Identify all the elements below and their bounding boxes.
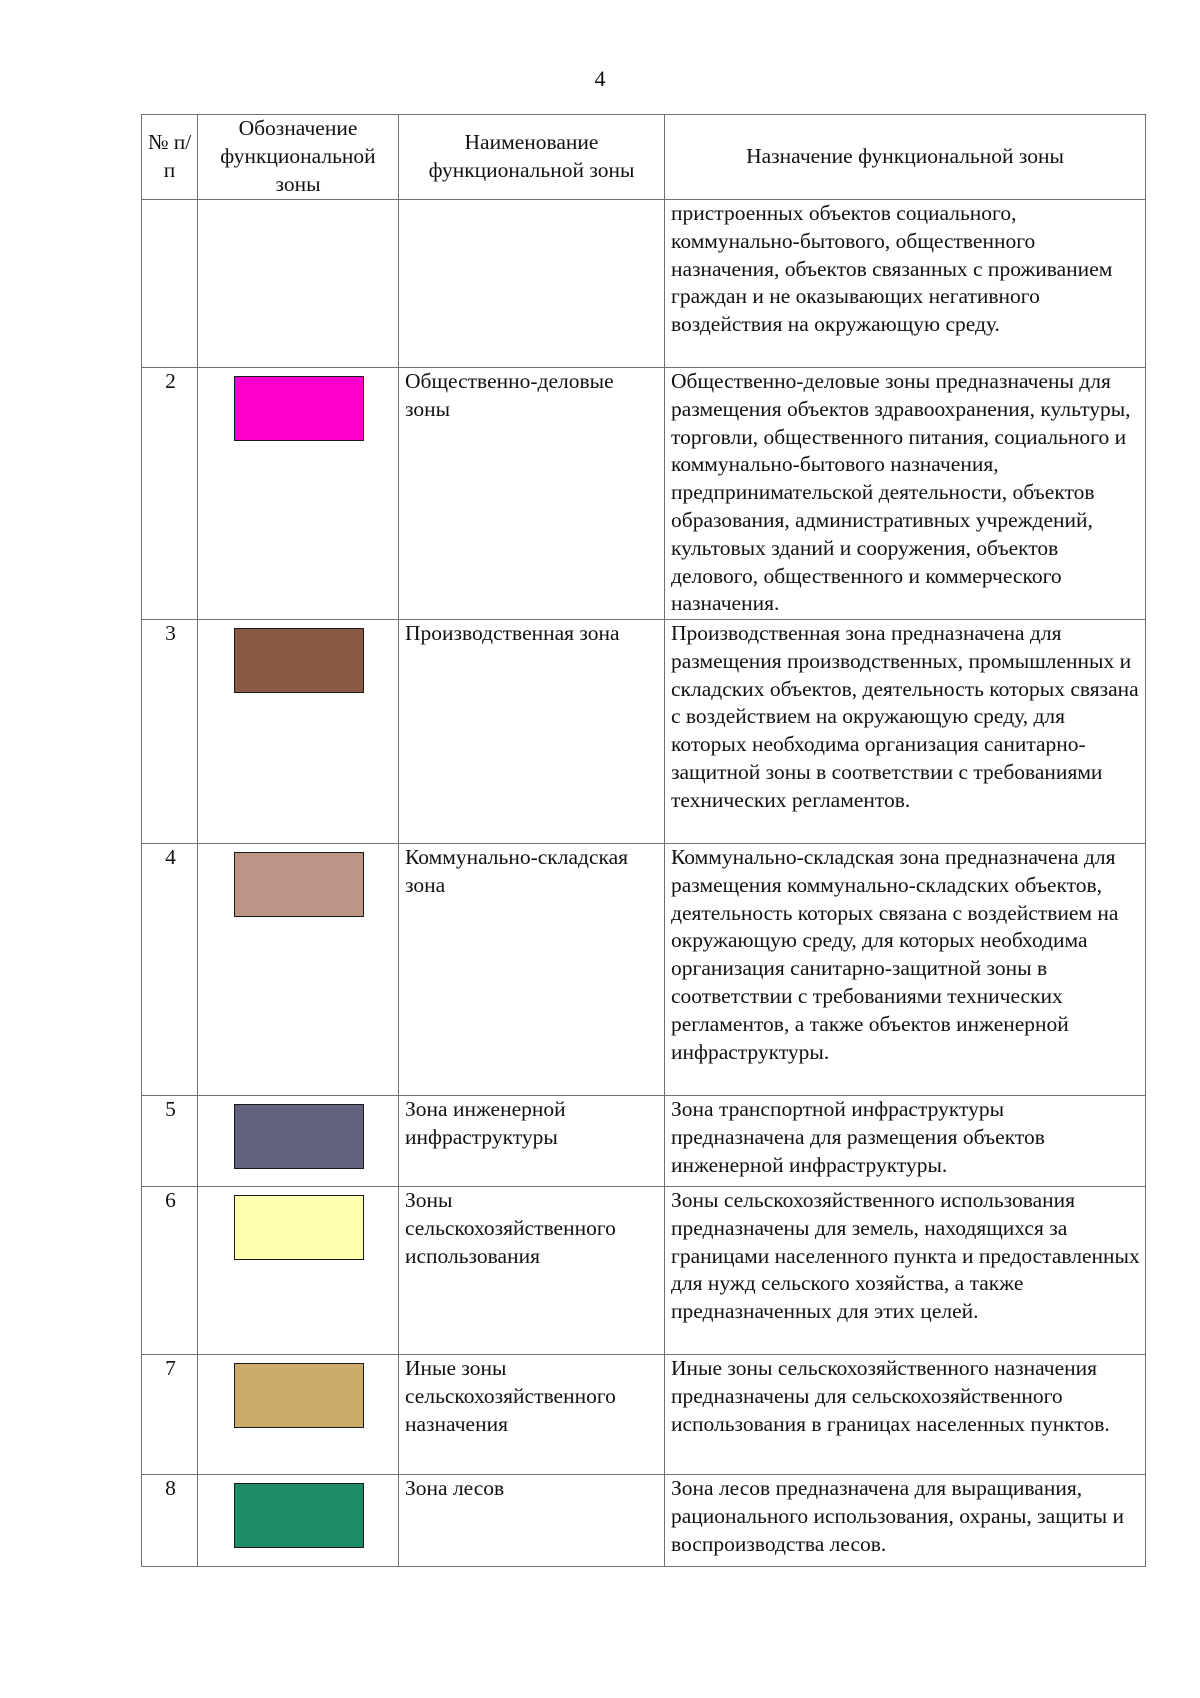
table-row (142, 1187, 1146, 1355)
zone-purpose: Производственная зона предназначена для размещения производственных, промышленных и складских объектов, деятельность которых связана с воздействием на окружающую среду, для которых необходима организация санитарно-защитной зоны в соответствии с требованиями технических регламентов. (665, 620, 1146, 844)
table-header-row (142, 115, 1146, 200)
table-row (142, 1096, 1146, 1187)
header-purpose: Назначение функциональной зоны (665, 115, 1146, 200)
designation-cell (198, 844, 399, 1096)
row-number: 6 (142, 1187, 198, 1355)
table-row-continuation (142, 200, 1146, 368)
row-number: 4 (142, 844, 198, 1096)
designation-cell (198, 200, 399, 368)
zone-color-swatch (234, 628, 364, 693)
zone-name: Коммунально-складская зона (399, 844, 665, 1096)
zone-color-swatch (234, 1104, 364, 1169)
zone-name: Зона инженерной инфраструктуры (399, 1096, 665, 1187)
zone-name-cell (399, 200, 665, 368)
header-designation: Обозначение функциональной зоны (198, 115, 399, 200)
zone-color-swatch (234, 1483, 364, 1548)
header-name: Наименование функциональной зоны (399, 115, 665, 200)
row-number-cell (142, 200, 198, 368)
designation-cell (198, 1187, 399, 1355)
row-number: 5 (142, 1096, 198, 1187)
zone-name: Иные зоны сельскохозяйственного назначения (399, 1355, 665, 1475)
zone-purpose: Зоны сельскохозяйственного использования предназначены для земель, находящихся за границами населенного пункта и предоставленных для нужд сельского хозяйства, а также предназначенных для этих целей. (665, 1187, 1146, 1355)
designation-cell (198, 620, 399, 844)
table-row (142, 1475, 1146, 1567)
row-number: 2 (142, 368, 198, 620)
zone-color-swatch (234, 1363, 364, 1428)
page-number: 4 (594, 66, 606, 91)
designation-cell (198, 1355, 399, 1475)
table-row (142, 844, 1146, 1096)
zone-purpose: Общественно-деловые зоны предназначены для размещения объектов здравоохранения, культуры, торговли, общественного питания, социального и коммунально-бытового назначения, предпринимательской деятельности, объектов образования, административных учреждений, культовых зданий и сооружения, объектов делового, общественного и коммерческого назначения. (665, 368, 1146, 620)
designation-cell (198, 1096, 399, 1187)
zone-purpose: Коммунально-складская зона предназначена для размещения коммунально-складских объектов, деятельность которых связана с воздействием на окружающую среду, для которых необходима организация санитарно-защитной зоны в соответствии с требованиями технических регламентов, а также объектов инженерной инфраструктуры. (665, 844, 1146, 1096)
row-number: 3 (142, 620, 198, 844)
row-number: 7 (142, 1355, 198, 1475)
table-row (142, 1355, 1146, 1475)
row-number: 8 (142, 1475, 198, 1567)
zone-color-swatch (234, 376, 364, 441)
zone-name: Общественно-деловые зоны (399, 368, 665, 620)
zone-name: Зоны сельскохозяйственного использования (399, 1187, 665, 1355)
zone-name: Зона лесов (399, 1475, 665, 1567)
designation-cell (198, 368, 399, 620)
zone-color-swatch (234, 852, 364, 917)
zone-purpose-continuation: пристроенных объектов социального, коммунально-бытового, общественного назначения, объектов связанных с проживанием граждан и не оказывающих негативного воздействия на окружающую среду. (665, 200, 1146, 368)
designation-cell (198, 1475, 399, 1567)
zone-purpose: Зона транспортной инфраструктуры предназначена для размещения объектов инженерной инфраструктуры. (665, 1096, 1146, 1187)
zone-color-swatch (234, 1195, 364, 1260)
zone-name: Производственная зона (399, 620, 665, 844)
header-num: № п/п (142, 115, 198, 200)
table-row (142, 620, 1146, 844)
zone-purpose: Иные зоны сельскохозяйственного назначения предназначены для сельскохозяйственного использования в границах населенных пунктов. (665, 1355, 1146, 1475)
zone-purpose: Зона лесов предназначена для выращивания, рационального использования, охраны, защиты и воспроизводства лесов. (665, 1475, 1146, 1567)
table-row (142, 368, 1146, 620)
functional-zones-table (141, 114, 1146, 1567)
